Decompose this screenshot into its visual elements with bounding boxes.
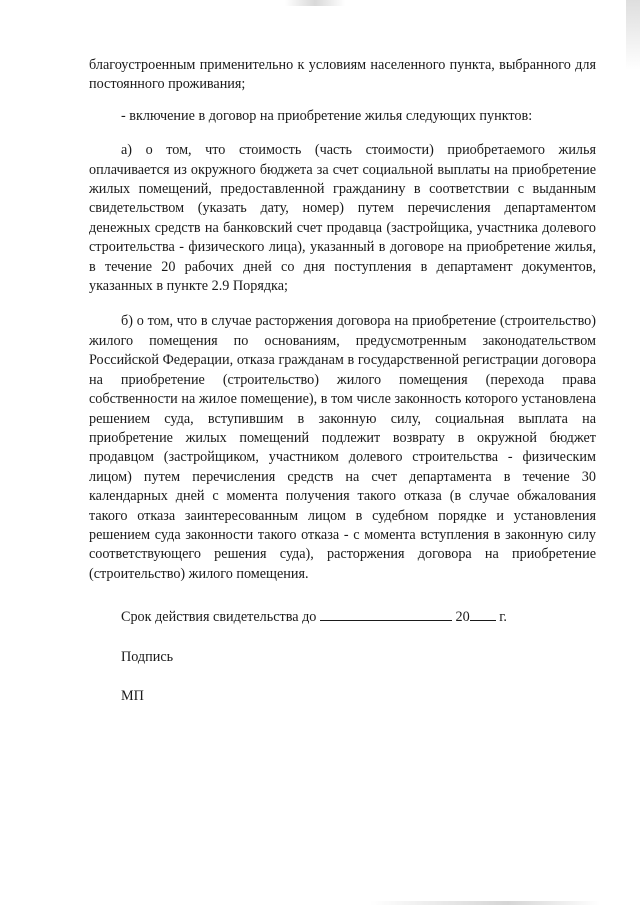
paragraph-clause-a: а) о том, что стоимость (часть стоимости) приобретаемого жилья оплачивается из окружного бюджета за счет социальной выплаты на приобретение жилых помещений, предоставленной гражданину в соответствии с выданным свидетельством (указать дату, номер) путем перечисления департаментом денежных средств на банковский счет продавца (застройщика, участника долевого строительства - физического лица), указанный в договоре на приобретение жилья, в течение 20 рабочих дней со дня поступления в департамент документов, указанных в пункте 2.9 Порядка; — [89, 142, 596, 295]
validity-year-blank — [470, 606, 496, 621]
document-body — [89, 56, 596, 706]
scan-artifact-top — [285, 0, 345, 6]
paragraph-clause-b: б) о том, что в случае расторжения договора на приобретение (строительство) жилого помещения по основаниям, предусмотренным законодательством Российской Федерации, отказа гражданам в государственной регистрации договора на приобретение (строительство) жилого помещения (перехода права собственности на жилое помещение), в том числе законность которого установлена решением суда, вступившим в законную силу, социальная выплата на приобретение жилых помещений подлежит возврату в окружной бюджет продавцом (застройщиком, участником долевого строительства - физическим лицом) путем перечисления средств на счет департамента в течение 30 календарных дней с момента получения такого отказа (в случае обжалования такого отказа заинтересованным лицом в судебном порядке и установления решением суда законности такого отказа - с момента вступления в законную силу соответствующего решения суда), расторжения договора на приобретение (строительство) жилого помещения. — [89, 313, 596, 582]
validity-date-blank — [320, 606, 452, 621]
validity-label: Срок действия свидетельства до — [121, 609, 317, 626]
paragraph-contract-inclusion: - включение в договор на приобретение жилья следующих пунктов: — [121, 107, 533, 124]
validity-year-suffix: г. — [499, 609, 507, 626]
certificate-validity-line — [89, 606, 596, 627]
stamp-label: МП — [121, 687, 144, 704]
validity-year-prefix: 20 — [455, 609, 470, 626]
scan-artifact-right — [626, 0, 640, 70]
paragraph-continuation: благоустроенным применительно к условиям населенного пункта, выбранного для постоянного проживания; — [89, 57, 596, 93]
scan-artifact-bottom — [370, 901, 600, 905]
signature-label: Подпись — [121, 648, 174, 665]
